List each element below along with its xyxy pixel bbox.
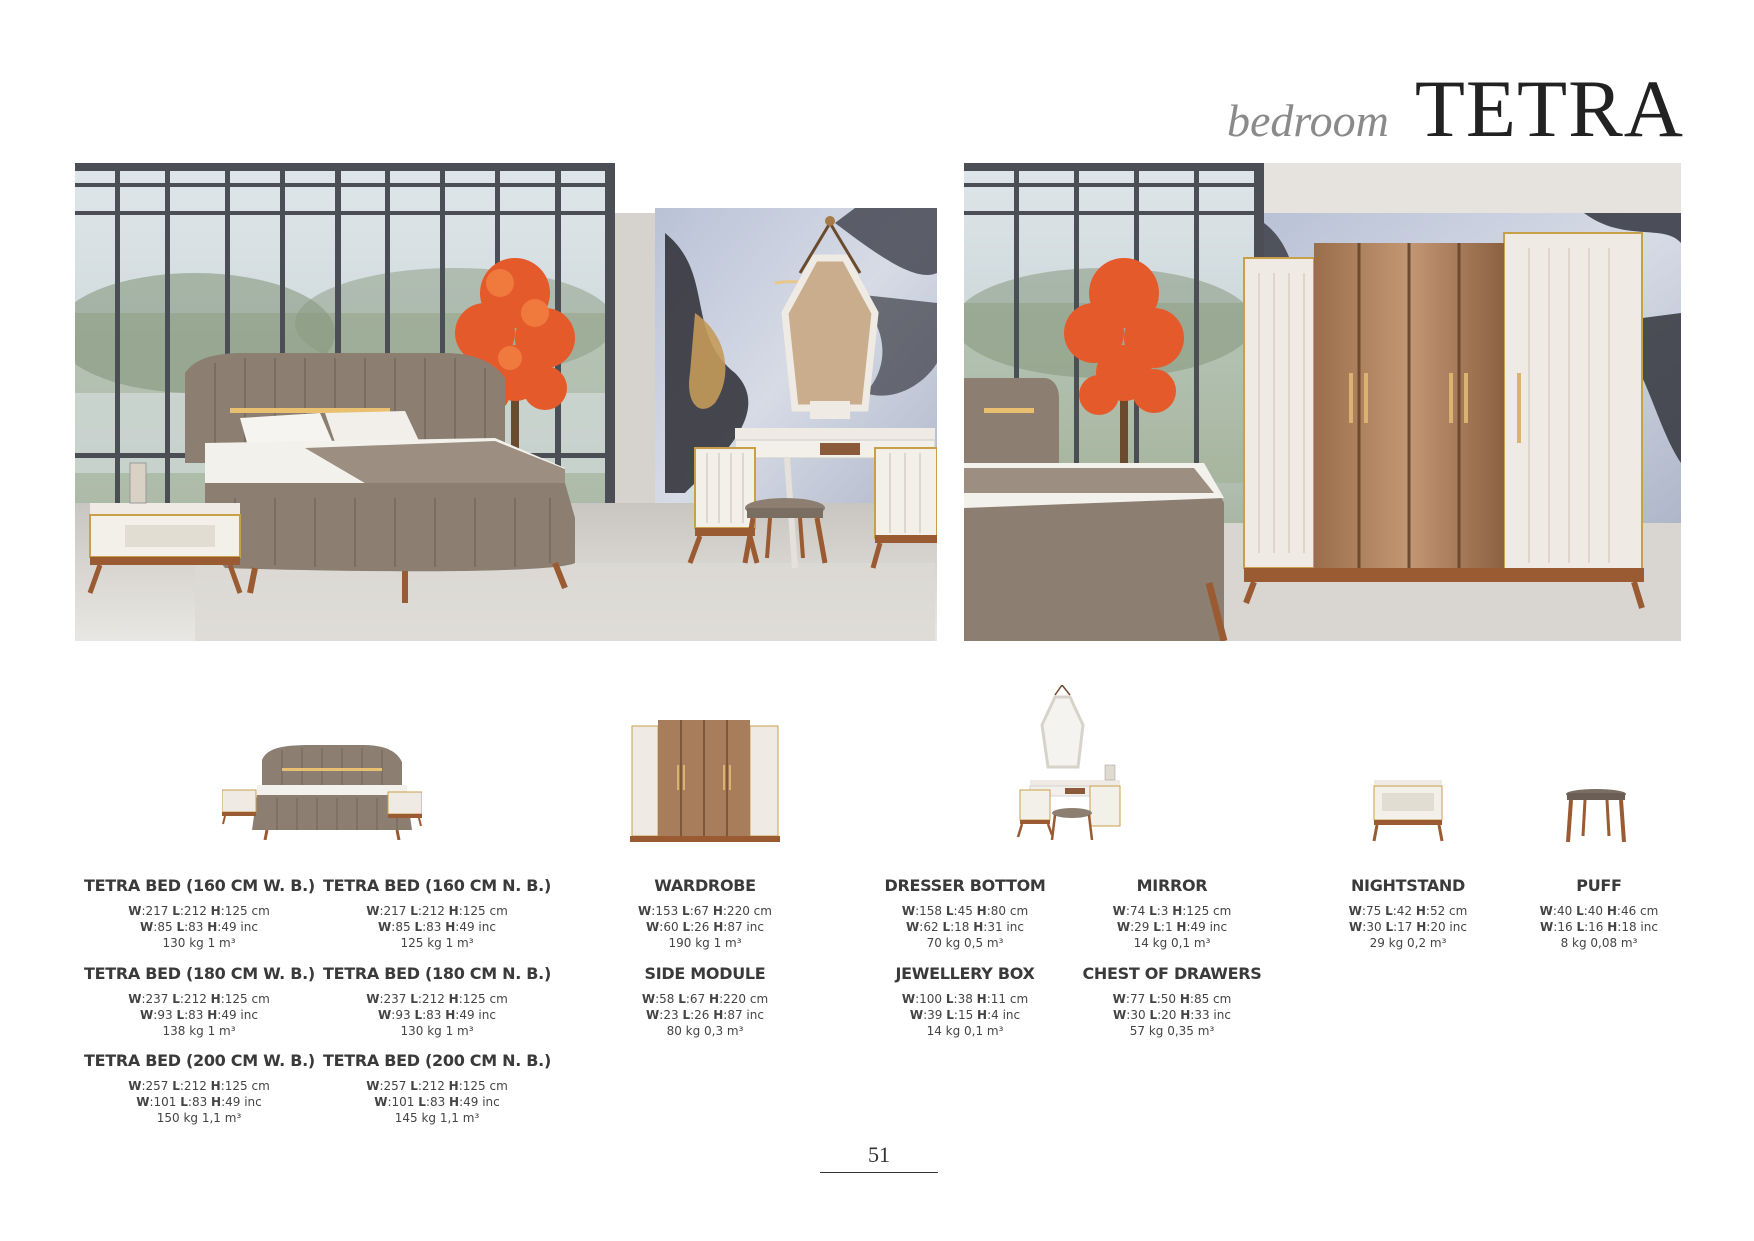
- dimensions-imperial: W:29 L:1 H:49 inc: [1116, 920, 1228, 934]
- spec-chest-of-drawers: [1057, 964, 1287, 1039]
- bedroom-scene-illustration: [75, 163, 937, 641]
- spec-bed-180-wb: [84, 964, 314, 1039]
- wardrobe-scene-illustration: [964, 163, 1681, 641]
- spec-mirror: [1057, 876, 1287, 951]
- wardrobe-thumbnail: [630, 720, 780, 845]
- dimensions-imperial: W:101 L:83 H:49 inc: [136, 1095, 262, 1109]
- product-name: DRESSER BOTTOM: [884, 876, 1046, 895]
- page-number-rule: [820, 1172, 938, 1173]
- dimensions-metric: W:237 L:212 H:125 cm: [128, 992, 270, 1006]
- dimensions-imperial: W:30 L:20 H:33 inc: [1113, 1008, 1231, 1022]
- dimensions-imperial: W:60 L:26 H:87 inc: [646, 920, 764, 934]
- dresser-thumbnail: [1010, 685, 1125, 845]
- dimensions-metric: W:153 L:67 H:220 cm: [638, 904, 772, 918]
- weight-volume: 8 kg 0,08 m³: [1560, 936, 1638, 950]
- puff-thumbnail: [1565, 788, 1627, 844]
- product-name: TETRA BED (180 CM W. B.): [84, 964, 315, 983]
- weight-volume: 80 kg 0,3 m³: [666, 1024, 744, 1038]
- page-header: [1227, 62, 1684, 152]
- product-name: TETRA BED (200 CM N. B.): [323, 1051, 551, 1070]
- weight-volume: 14 kg 0,1 m³: [926, 1024, 1004, 1038]
- spec-dresser-bottom: [850, 876, 1080, 951]
- dimensions-metric: W:77 L:50 H:85 cm: [1112, 992, 1232, 1006]
- spec-wardrobe: [590, 876, 820, 951]
- product-name: TETRA BED (180 CM N. B.): [323, 964, 551, 983]
- weight-volume: 190 kg 1 m³: [668, 936, 742, 950]
- collection-title: TETRA: [1414, 63, 1684, 154]
- dimensions-imperial: W:62 L:18 H:31 inc: [906, 920, 1024, 934]
- dimensions-metric: W:75 L:42 H:52 cm: [1348, 904, 1468, 918]
- dimensions-imperial: W:23 L:26 H:87 inc: [646, 1008, 764, 1022]
- dimensions-metric: W:217 L:212 H:125 cm: [128, 904, 270, 918]
- product-name: TETRA BED (160 CM W. B.): [84, 876, 315, 895]
- spec-bed-180-nb: [322, 964, 552, 1039]
- dimensions-imperial: W:39 L:15 H:4 inc: [909, 1008, 1021, 1022]
- spec-bed-200-wb: [84, 1051, 314, 1126]
- bedroom-photo-right: [964, 163, 1681, 641]
- product-name: WARDROBE: [654, 876, 756, 895]
- spec-side-module: [590, 964, 820, 1039]
- dimensions-metric: W:100 L:38 H:11 cm: [901, 992, 1029, 1006]
- dimensions-metric: W:74 L:3 H:125 cm: [1112, 904, 1232, 918]
- product-name: JEWELLERY BOX: [895, 964, 1035, 983]
- product-name: SIDE MODULE: [644, 964, 766, 983]
- weight-volume: 70 kg 0,5 m³: [926, 936, 1004, 950]
- dimensions-imperial: W:30 L:17 H:20 inc: [1349, 920, 1467, 934]
- dimensions-metric: W:237 L:212 H:125 cm: [366, 992, 508, 1006]
- weight-volume: 150 kg 1,1 m³: [156, 1111, 242, 1125]
- spec-bed-160-wb: [84, 876, 314, 951]
- product-name: TETRA BED (160 CM N. B.): [323, 876, 551, 895]
- bed-set-thumbnail: [222, 740, 422, 840]
- dimensions-metric: W:257 L:212 H:125 cm: [366, 1079, 508, 1093]
- dimensions-imperial: W:93 L:83 H:49 inc: [378, 1008, 496, 1022]
- dimensions-metric: W:217 L:212 H:125 cm: [366, 904, 508, 918]
- weight-volume: 130 kg 1 m³: [400, 1024, 474, 1038]
- weight-volume: 145 kg 1,1 m³: [394, 1111, 480, 1125]
- weight-volume: 125 kg 1 m³: [400, 936, 474, 950]
- nightstand-thumbnail: [1372, 778, 1444, 843]
- page-number: 51: [868, 1142, 890, 1167]
- product-name: NIGHTSTAND: [1350, 876, 1466, 895]
- spec-jewellery-box: [850, 964, 1080, 1039]
- weight-volume: 57 kg 0,35 m³: [1129, 1024, 1215, 1038]
- dimensions-metric: W:158 L:45 H:80 cm: [901, 904, 1029, 918]
- dimensions-imperial: W:85 L:83 H:49 inc: [378, 920, 496, 934]
- weight-volume: 14 kg 0,1 m³: [1133, 936, 1211, 950]
- dimensions-imperial: W:93 L:83 H:49 inc: [140, 1008, 258, 1022]
- spec-bed-200-nb: [322, 1051, 552, 1126]
- weight-volume: 130 kg 1 m³: [162, 936, 236, 950]
- dimensions-imperial: W:16 L:16 H:18 inc: [1540, 920, 1658, 934]
- product-name: MIRROR: [1136, 876, 1208, 895]
- spec-bed-160-nb: [322, 876, 552, 951]
- dimensions-metric: W:257 L:212 H:125 cm: [128, 1079, 270, 1093]
- product-name: TETRA BED (200 CM W. B.): [84, 1051, 315, 1070]
- weight-volume: 29 kg 0,2 m³: [1369, 936, 1447, 950]
- spec-puff: [1484, 876, 1714, 951]
- collection-subtitle: bedroom: [1226, 95, 1389, 146]
- dimensions-imperial: W:85 L:83 H:49 inc: [140, 920, 258, 934]
- dimensions-metric: W:40 L:40 H:46 cm: [1539, 904, 1659, 918]
- dimensions-imperial: W:101 L:83 H:49 inc: [374, 1095, 500, 1109]
- product-name: CHEST OF DRAWERS: [1082, 964, 1262, 983]
- dimensions-metric: W:58 L:67 H:220 cm: [641, 992, 769, 1006]
- product-name: PUFF: [1576, 876, 1622, 895]
- bedroom-photo-left: [75, 163, 937, 641]
- weight-volume: 138 kg 1 m³: [162, 1024, 236, 1038]
